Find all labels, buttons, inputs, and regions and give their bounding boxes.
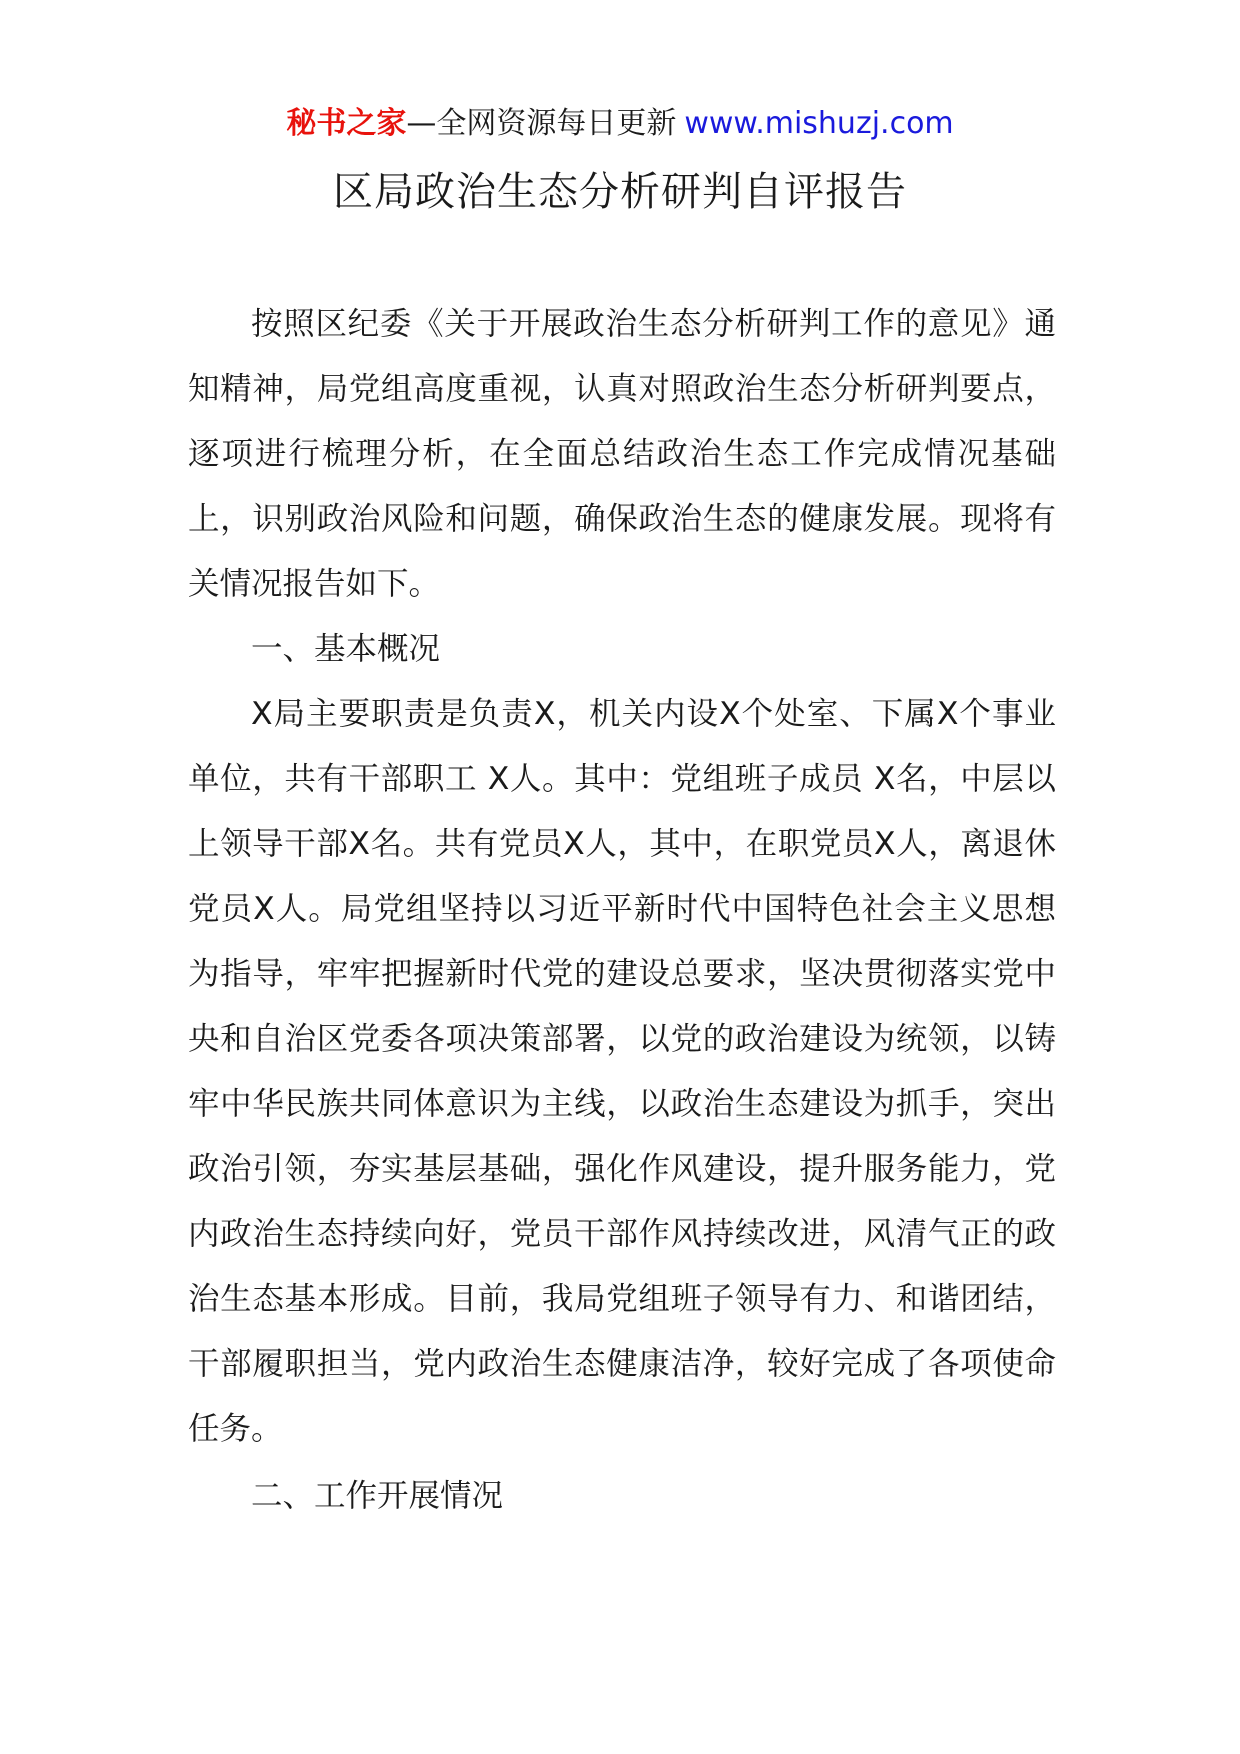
banner-slogan: —全网资源每日更新 — [406, 106, 677, 141]
section-heading-basic-overview: 一、基本概况 — [251, 631, 441, 667]
brand-name: 秘书之家 — [286, 106, 407, 141]
section-heading-work-progress: 二、工作开展情况 — [251, 1478, 504, 1514]
document-body — [188, 292, 1056, 1529]
document-title: 区局政治生态分析研判自评报告 — [333, 169, 907, 215]
basic-overview-paragraph: X局主要职责是负责X，机关内设X个处室、下属X个事业单位，共有干部职工 X人。其中：党组班子成员 X名，中层以上领导干部X名。共有党员X人，其中，在职党员X人，离退休党员X人。局党组坚持以习近平新时代中国特色社会主义思想为指导，牢牢把握新时代党的建设总要求，坚决贯彻落实党中央和自治区党委各项决策部署，以党的政治建设为统领，以铸牢中华民族共同体意识为主线，以政治生态建设为抓手，突出政治引领，夯实基层基础，强化作风建设，提升服务能力，党内政治生态持续向好，党员干部作风持续改进，风清气正的政治生态基本形成。目前，我局党组班子领导有力、和谐团结，干部履职担当，党内政治生态健康洁净，较好完成了各项使命任务。 — [188, 696, 1056, 1447]
header-banner — [0, 104, 1240, 144]
banner-url-link[interactable]: www.mishuzj.com — [684, 106, 954, 141]
intro-paragraph: 按照区纪委《关于开展政治生态分析研判工作的意见》通知精神，局党组高度重视，认真对照政治生态分析研判要点，逐项进行梳理分析，在全面总结政治生态工作完成情况基础上，识别政治风险和问题，确保政治生态的健康发展。现将有关情况报告如下。 — [188, 306, 1056, 602]
